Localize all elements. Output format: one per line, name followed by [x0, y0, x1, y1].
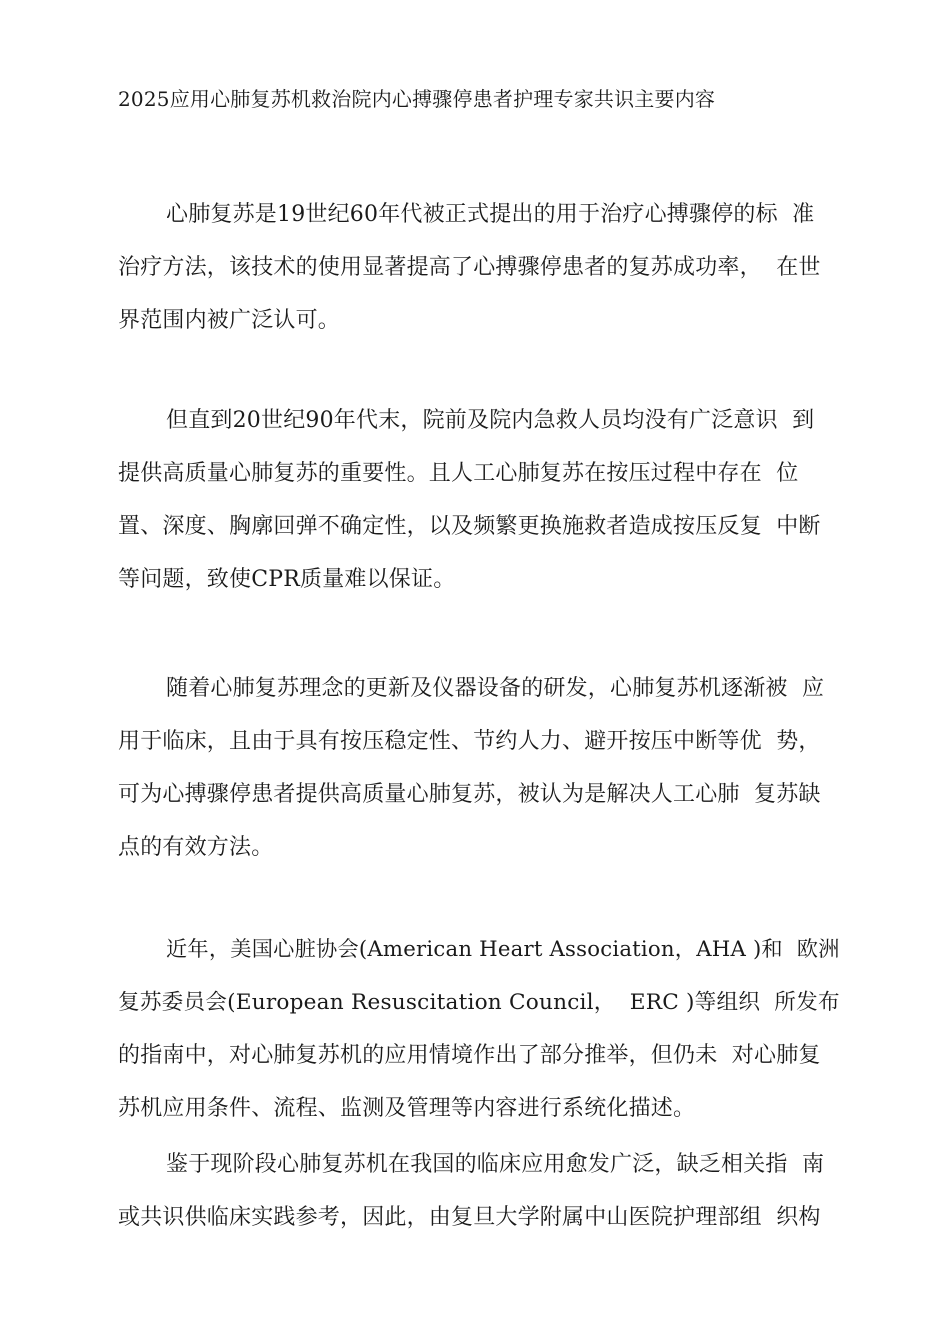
paragraph-1-line-3: 界范围内被广泛认可。	[118, 308, 341, 333]
paragraph-1-line-2: 治疗方法，该技术的使用显著提高了心搏骤停患者的复苏成功率， 在世	[118, 255, 821, 280]
paragraph-5-line-1: 鉴于现阶段心肺复苏机在我国的临床应用愈发广泛，缺乏相关指 南	[166, 1152, 825, 1177]
paragraph-4-line-3: 的指南中，对心肺复苏机的应用情境作出了部分推举，但仍未 对心肺复	[118, 1043, 821, 1068]
paragraph-2-line-4: 等问题，致使CPR质量难以保证。	[118, 567, 456, 592]
paragraph-3-line-1: 随着心肺复苏理念的更新及仪器设备的研发，心肺复苏机逐渐被 应	[166, 676, 825, 701]
paragraph-4-line-4: 苏机应用条件、流程、监测及管理等内容进行系统化描述。	[118, 1096, 696, 1121]
paragraph-2-line-2: 提供高质量心肺复苏的重要性。且人工心肺复苏在按压过程中存在 位	[118, 461, 799, 486]
paragraph-5-line-2: 或共识供临床实践参考，因此，由复旦大学附属中山医院护理部组 织构	[118, 1205, 821, 1230]
paragraph-4-line-2: 复苏委员会(European Resuscitation Council， ERC )等组织 所发布	[118, 990, 840, 1015]
paragraph-2-line-3: 置、深度、胸廓回弹不确定性，以及频繁更换施救者造成按压反复 中断	[118, 514, 821, 539]
paragraph-2-line-1: 但直到20世纪90年代末，院前及院内急救人员均没有广泛意识 到	[166, 408, 815, 433]
paragraph-3-line-4: 点的有效方法。	[118, 835, 274, 860]
paragraph-3-line-2: 用于临床，且由于具有按压稳定性、节约人力、避开按压中断等优 势，	[118, 729, 821, 754]
paragraph-3-line-3: 可为心搏骤停患者提供高质量心肺复苏，被认为是解决人工心肺 复苏缺	[118, 782, 821, 807]
paragraph-1-line-1: 心肺复苏是19世纪60年代被正式提出的用于治疗心搏骤停的标 准	[166, 202, 815, 227]
paragraph-4-line-1: 近年，美国心脏协会(American Heart Association，AHA )和 欧洲	[166, 937, 840, 962]
document-title: 2025应用心肺复苏机救治院内心搏骤停患者护理专家共识主要内容	[118, 87, 716, 111]
